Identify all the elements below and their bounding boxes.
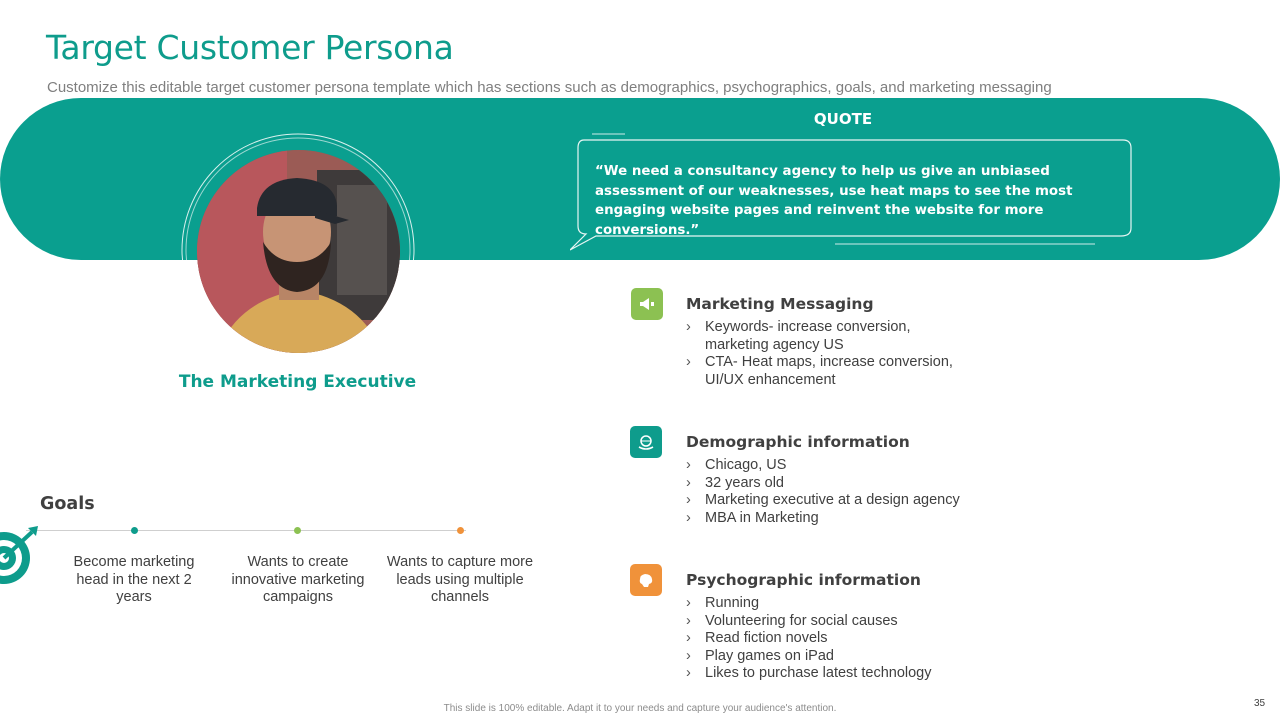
page-number: 35	[1254, 698, 1266, 709]
list-item: › Chicago, US	[686, 457, 1006, 475]
goals-timeline	[26, 530, 466, 531]
list-item: › Marketing executive at a design agency	[686, 492, 1006, 510]
list-item: › CTA- Heat maps, increase conversion, UI/UX enhancement	[686, 354, 976, 389]
brain-icon	[630, 564, 662, 596]
list-item: › Keywords- increase conversion, marketing agency US	[686, 319, 976, 354]
section-title-demographic: Demographic information	[686, 433, 910, 451]
goal-dot	[294, 527, 301, 534]
goal-dot	[131, 527, 138, 534]
globe-hand-icon	[630, 426, 662, 458]
goal-text: Become marketing head in the next 2 years	[73, 554, 195, 606]
list-item: › 32 years old	[686, 475, 1006, 493]
goal-text: Wants to create innovative marketing campaigns	[231, 554, 365, 606]
list-item: › Volunteering for social causes	[686, 613, 1006, 631]
goal-dot	[457, 527, 464, 534]
list-item: › Running	[686, 595, 1006, 613]
slide-title: Target Customer Persona	[46, 28, 454, 67]
quote-text: “We need a consultancy agency to help us give an unbiased assessment of our weaknesses, use heat maps to see the most engaging website pages and reinvent the website for more conversions.”	[595, 164, 1073, 238]
slide-subtitle: Customize this editable target customer persona template which has sections such as demographics, psychographics, goals, and marketing messaging	[47, 79, 1052, 96]
megaphone-icon	[631, 288, 663, 320]
target-icon	[0, 520, 44, 588]
quote-label: QUOTE	[813, 110, 873, 128]
goal-text: Wants to capture more leads using multiple channels	[386, 554, 534, 606]
section-title-marketing-messaging: Marketing Messaging	[686, 295, 874, 313]
list-item: › Play games on iPad	[686, 648, 1006, 666]
persona-name: The Marketing Executive	[178, 372, 417, 392]
list-item: › Read fiction novels	[686, 630, 1006, 648]
demographic-list	[686, 457, 1006, 527]
list-item: › Likes to purchase latest technology	[686, 665, 1006, 683]
section-title-psychographic: Psychographic information	[686, 571, 921, 589]
slide-footer: This slide is 100% editable. Adapt it to your needs and capture your audience's attention.	[443, 703, 837, 714]
goals-title: Goals	[40, 494, 95, 514]
avatar	[197, 150, 400, 353]
marketing-messaging-list	[686, 319, 976, 389]
psychographic-list	[686, 595, 1006, 683]
list-item: › MBA in Marketing	[686, 510, 1006, 528]
person-photo-icon	[197, 150, 400, 353]
